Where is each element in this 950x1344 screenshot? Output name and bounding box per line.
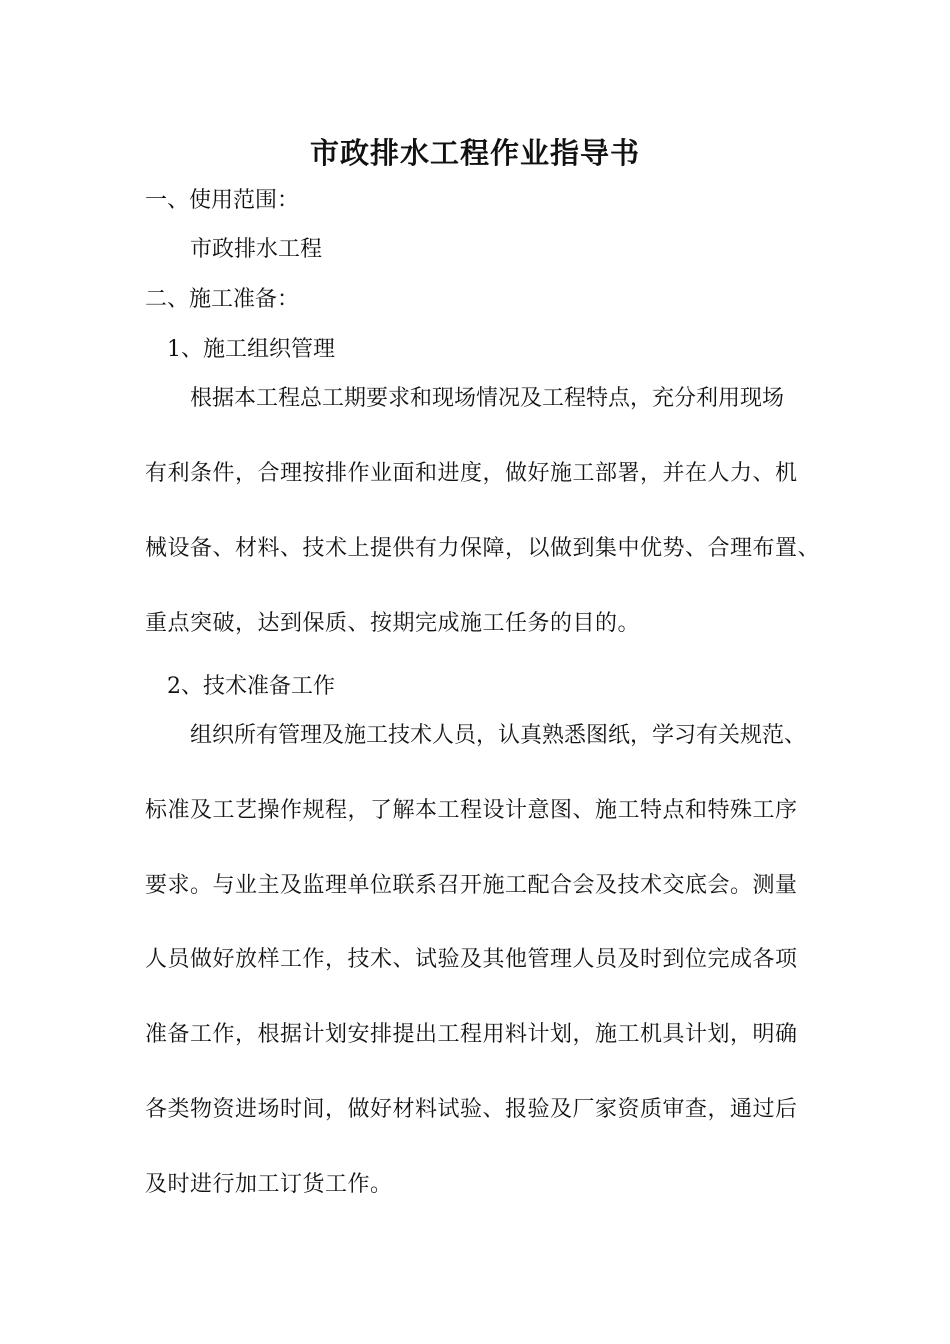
paragraph-line: 要求。与业主及监理单位联系召开施工配合会及技术交底会。测量 [145,873,798,898]
paragraph-line: 重点突破，达到保质、按期完成施工任务的目的。 [145,611,641,636]
section-heading-preparation: 二、施工准备： [145,287,300,312]
subsection-heading-organization: 1、施工组织管理 [167,337,335,362]
paragraph-line: 准备工作，根据计划安排提出工程用料计划，施工机具计划，明确 [145,1022,798,1047]
document-title: 市政排水工程作业指导书 [309,136,640,170]
section-heading-scope: 一、使用范围： [145,188,300,213]
paragraph-line: 组织所有管理及施工技术人员，认真熟悉图纸，学习有关规范、 [190,723,807,748]
paragraph-line: 械设备、材料、技术上提供有力保障，以做到集中优势、合理布置、 [145,536,821,561]
paragraph-line: 人员做好放样工作，技术、试验及其他管理人员及时到位完成各项 [145,947,798,972]
paragraph-line: 各类物资进场时间，做好材料试验、报验及厂家资质审查，通过后 [145,1097,798,1122]
paragraph-line: 及时进行加工订货工作。 [145,1172,393,1197]
subsection-heading-technical: 2、技术准备工作 [167,674,335,699]
paragraph-line: 标准及工艺操作规程，了解本工程设计意图、施工特点和特殊工序 [145,798,798,823]
scope-text: 市政排水工程 [190,237,323,262]
paragraph-line: 有利条件，合理按排作业面和进度，做好施工部署，并在人力、机 [145,461,798,486]
paragraph-line: 根据本工程总工期要求和现场情况及工程特点，充分利用现场 [190,386,785,411]
